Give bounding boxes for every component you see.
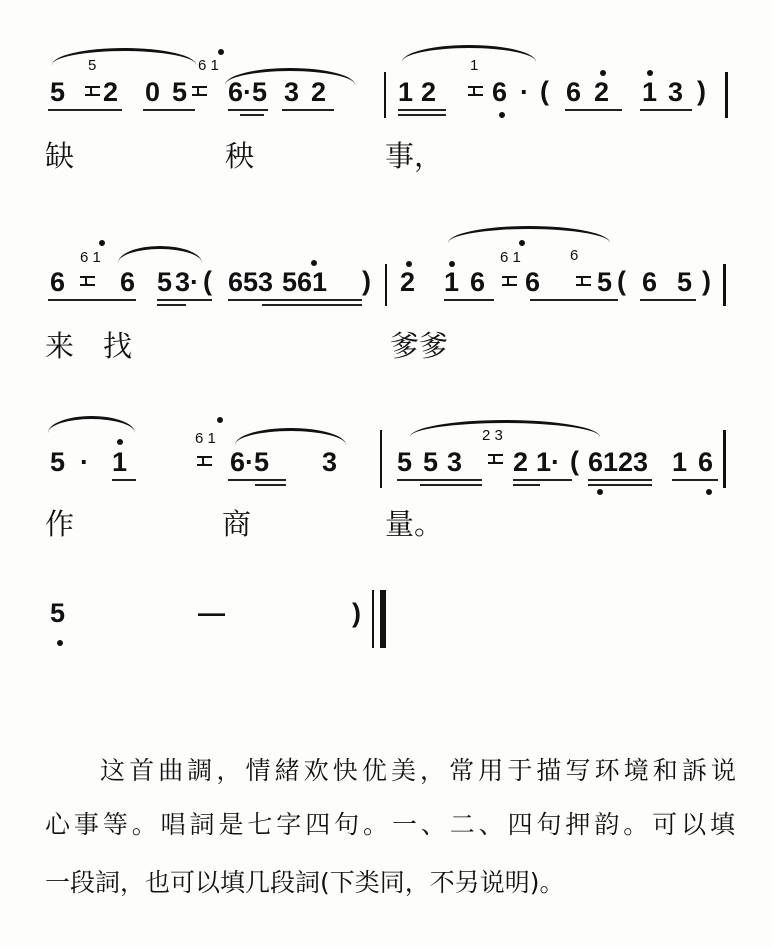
- lyric: 缺: [45, 139, 75, 173]
- barline: [380, 430, 382, 488]
- beam-underline: [444, 299, 494, 301]
- note: 6: [492, 77, 508, 107]
- beam-underline: [143, 109, 195, 111]
- octave-dot: [311, 260, 317, 266]
- beam-underline: [513, 479, 572, 481]
- slur-arc: [402, 45, 536, 62]
- grace-mark-icon: [190, 84, 208, 98]
- note: 5: [172, 77, 188, 107]
- note: —: [198, 598, 225, 628]
- grace-note: 6 1: [80, 249, 101, 266]
- grace-mark-icon: [574, 274, 592, 288]
- beam-underline: [588, 484, 652, 486]
- note: 5: [423, 447, 439, 477]
- note: 2: [103, 77, 119, 107]
- note: 5: [50, 77, 66, 107]
- note: 3·: [175, 267, 200, 297]
- beam-underline: [640, 299, 696, 301]
- note: 3: [668, 77, 684, 107]
- note: 2: [513, 447, 529, 477]
- note: 1: [398, 77, 414, 107]
- note: 6: [470, 267, 486, 297]
- note: 653: [228, 267, 274, 297]
- note: 1: [112, 447, 128, 477]
- octave-dot: [406, 261, 412, 267]
- octave-dot: [217, 417, 223, 423]
- beam-underline: [398, 114, 446, 116]
- slur-arc: [52, 48, 196, 65]
- beam-underline: [282, 299, 362, 301]
- beam-underline: [530, 299, 618, 301]
- beam-underline: [420, 484, 482, 486]
- beam-underline: [157, 304, 186, 306]
- octave-dot: [99, 240, 105, 246]
- octave-dot: [647, 70, 653, 76]
- note: ): [362, 266, 371, 296]
- beam-underline: [112, 479, 136, 481]
- lyric: 秧: [225, 139, 255, 173]
- note: 5: [597, 267, 613, 297]
- beam-underline: [48, 299, 136, 301]
- octave-dot: [57, 640, 63, 646]
- note: ·: [80, 447, 89, 477]
- note: 1: [672, 447, 688, 477]
- octave-dot: [449, 261, 455, 267]
- beam-underline: [282, 109, 334, 111]
- note: ): [702, 266, 711, 296]
- description-line: 一段詞，也可以填几段詞(下类同，不另说明)。: [45, 868, 565, 897]
- barline: [723, 264, 726, 306]
- note: 6: [642, 267, 658, 297]
- note: (: [570, 446, 579, 476]
- description-line: 心事等。唱詞是七字四句。一、二、四句押韵。可以填: [45, 810, 735, 839]
- barline: [723, 430, 726, 488]
- grace-mark-icon: [83, 84, 101, 98]
- grace-note: 2 3: [482, 427, 503, 444]
- slur-arc: [235, 428, 346, 445]
- note: 2: [311, 77, 327, 107]
- grace-mark-icon: [500, 274, 518, 288]
- grace-note: 5: [88, 57, 97, 74]
- grace-note: 6 1: [500, 249, 521, 266]
- octave-dot: [597, 489, 603, 495]
- note: 5: [157, 267, 173, 297]
- note: 6: [566, 77, 582, 107]
- note: 6: [50, 267, 66, 297]
- note: 5: [50, 598, 66, 628]
- note: (: [617, 266, 626, 296]
- note: 1·: [536, 447, 561, 477]
- note: 6·5: [228, 77, 268, 107]
- lyric: 作: [45, 507, 75, 541]
- grace-note: 1: [470, 57, 479, 74]
- beam-underline: [565, 109, 622, 111]
- beam-underline: [48, 109, 122, 111]
- barline: [380, 590, 386, 648]
- slur-arc: [410, 420, 600, 437]
- grace-mark-icon: [195, 454, 213, 468]
- octave-dot: [499, 112, 505, 118]
- note: 3: [284, 77, 300, 107]
- beam-underline: [398, 109, 446, 111]
- grace-note: 6 1: [198, 57, 219, 74]
- octave-dot: [706, 489, 712, 495]
- description-line: 这首曲調，情緒欢快优美，常用于描写环境和訴说: [100, 756, 736, 785]
- note: ): [352, 598, 361, 628]
- lyric: 量。: [385, 507, 444, 541]
- note: 5: [50, 447, 66, 477]
- barline: [725, 72, 728, 118]
- beam-underline: [228, 109, 268, 111]
- note: 6: [698, 447, 714, 477]
- octave-dot: [600, 70, 606, 76]
- beam-underline: [672, 479, 718, 481]
- note: 0: [145, 77, 161, 107]
- slur-arc: [448, 226, 610, 243]
- note: 6123: [588, 447, 649, 477]
- grace-note: 6 1: [195, 430, 216, 447]
- note: 3: [447, 447, 463, 477]
- barline: [384, 72, 386, 118]
- lyric: 来: [45, 329, 75, 363]
- note: 6: [120, 267, 136, 297]
- barline: [385, 264, 387, 306]
- beam-underline: [228, 479, 286, 481]
- note: ): [697, 76, 706, 106]
- note: 2: [594, 77, 610, 107]
- grace-mark-icon: [466, 84, 484, 98]
- grace-mark-icon: [78, 274, 96, 288]
- slur-arc: [118, 246, 202, 263]
- beam-underline: [157, 299, 212, 301]
- lyric: 找: [103, 329, 133, 363]
- note: 5: [397, 447, 413, 477]
- beam-underline: [282, 304, 362, 306]
- slur-arc: [48, 416, 135, 433]
- note: ·: [520, 77, 529, 107]
- beam-underline: [255, 484, 286, 486]
- beam-underline: [513, 484, 540, 486]
- barline: [372, 590, 374, 648]
- note: 1: [642, 77, 658, 107]
- beam-underline: [588, 479, 652, 481]
- note: 5: [677, 267, 693, 297]
- note: 561: [282, 267, 328, 297]
- beam-underline: [640, 109, 692, 111]
- note: 6: [525, 267, 541, 297]
- note: 6·5: [230, 447, 270, 477]
- octave-dot: [218, 49, 224, 55]
- slur-arc: [225, 68, 355, 85]
- lyric: 事，: [385, 139, 444, 173]
- beam-underline: [397, 479, 482, 481]
- note: 3: [322, 447, 338, 477]
- note: (: [203, 266, 212, 296]
- beam-underline: [240, 114, 264, 116]
- note: 2: [400, 267, 416, 297]
- lyric: 爹爹: [390, 329, 449, 363]
- note: 1: [444, 267, 460, 297]
- note: (: [540, 76, 549, 106]
- note: 2: [421, 77, 437, 107]
- grace-mark-icon: [486, 452, 504, 466]
- grace-note: 6: [570, 247, 579, 264]
- lyric: 商: [222, 507, 252, 541]
- octave-dot: [117, 439, 123, 445]
